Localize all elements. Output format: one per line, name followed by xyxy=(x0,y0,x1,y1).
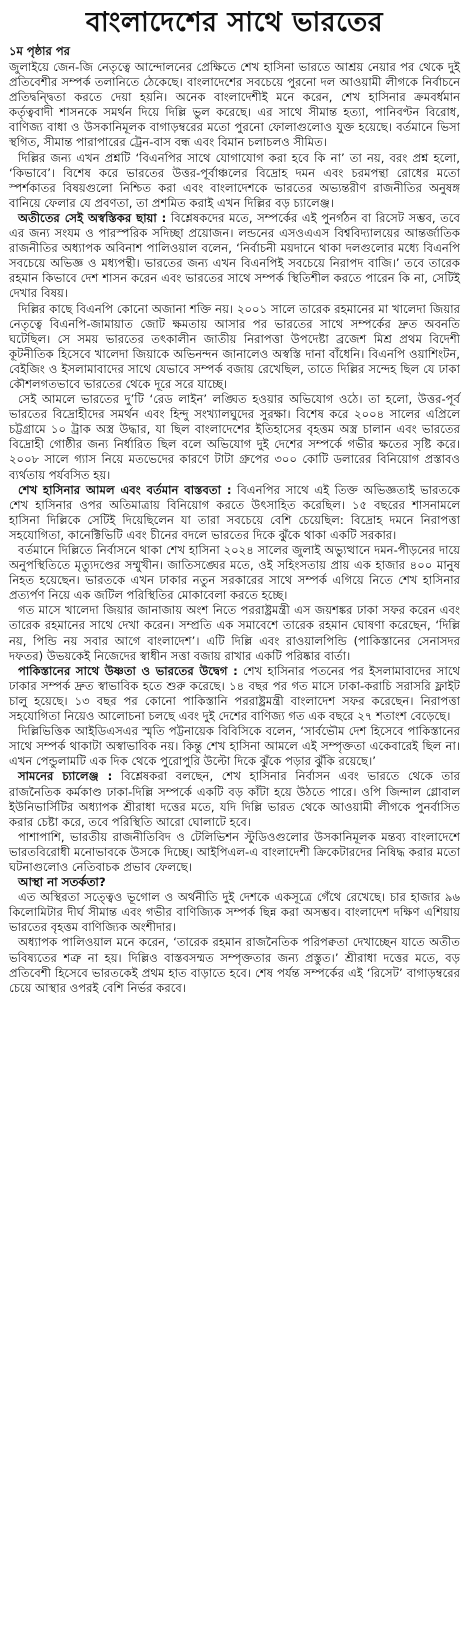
article-paragraph xyxy=(9,302,460,393)
article-paragraph xyxy=(9,935,460,995)
paragraph-text: অধ্যাপক পালিওয়াল মনে করেন, ‘তারেক রহমান রাজনৈতিক পরিপক্বতা দেখাচ্ছেন যাতে অতীত ভবিষ্যতের শত্রু না হয়। দিল্লিও বাস্তবসম্মত সম্পৃক্ততার জন্য প্রস্তুত।’ শ্রীরাধা দত্তের মতে, বড় প্রতিবেশী হিসেবে ভারতকেই প্রথম হাত বাড়াতে হবে। শেষ পর্যন্ত সম্পর্কের এই ‘রিসেট’ বাগাড়ম্বরের চেয়ে আস্থার ওপরই বেশি নির্ভর করবে। xyxy=(9,935,460,995)
paragraph-text: গত মাসে খালেদা জিয়ার জানাজায় অংশ নিতে পররাষ্ট্রমন্ত্রী এস জয়শঙ্কর ঢাকা সফর করেন এবং তারেক রহমানের সাথে দেখা করেন। সম্প্রতি এক সমাবেশে তারেক রহমান ঘোষণা করেছেন, ‘দিল্লি নয়, পিন্ডি নয় সবার আগে বাংলাদেশ’। এটি দিল্লি এবং রাওয়ালপিন্ডি (পাকিস্তানের সেনাসদর দফতর) উভয়কেই নিজেদের স্বাধীন সত্তা বজায় রাখার একটি পরিষ্কার বার্তা। xyxy=(9,603,460,663)
article-paragraph xyxy=(9,664,460,724)
section-subheading: সামনের চ্যালেঞ্জ : xyxy=(18,769,113,784)
paragraph-text: জুলাইয়ে জেন-জি নেতৃত্বে আন্দোলনের প্রেক্ষিতে শেখ হাসিনা ভারতে আশ্রয় নেয়ার পর থেকে দুই প্রতিবেশীর সম্পর্ক তলানিতে ঠেকেছে। বাংলাদেশের সবচেয়ে পুরনো দল আওয়ামী লীগকে নির্বাচনে প্রতিদ্বন্দ্বিতা করতে দেয়া হয়নি। অনেক বাংলাদেশীই মনে করেন, শেখ হাসিনার ক্রমবর্ধমান কর্তৃত্ববাদী শাসনকে সমর্থন দিয়ে দিল্লি ভুল করেছে। এর সাথে সীমান্ত হত্যা, পানিবণ্টন বিরোধ, বাণিজ্য বাধা ও উসকানিমূলক বাগাড়ম্বরের মতো পুরনো ফোলাগুলোও যুক্ত হয়েছে। বর্তমানে ভিসা স্থগিত, সীমান্ত পারাপারের ট্রেন-বাস বন্ধ এবং বিমান চলাচলও সীমিত। xyxy=(9,60,460,150)
section-subheading: অতীতের সেই অস্বস্তিকর ছায়া : xyxy=(18,210,167,225)
section-subheading: পাকিস্তানের সাথে উষ্ণতা ও ভারতের উদ্বেগ : xyxy=(18,663,238,678)
article-paragraph xyxy=(9,724,460,769)
article-paragraph xyxy=(9,211,460,302)
article-paragraph xyxy=(9,392,460,483)
continued-from-page-1: ১ম পৃষ্ঠার পর xyxy=(9,44,70,58)
article-paragraph xyxy=(9,151,460,211)
paragraph-text: এত অস্থিরতা সত্ত্বেও ভূগোল ও অর্থনীতি দুই দেশকে একসূত্রে গেঁথে রেখেছে। চার হাজার ৯৬ কিলোমিটার দীর্ঘ সীমান্ত এবং গভীর বাণিজ্যিক সম্পর্ক ছিন্ন করা অসম্ভব। বাংলাদেশ দক্ষিণ এশিয়ায় ভারতের বৃহত্তম বাণিজ্যিক অংশীদার। xyxy=(9,890,460,935)
paragraph-text: বিএনপির সাথে এই তিক্ত অভিজ্ঞতাই ভারতকে শেখ হাসিনার ওপর অতিমাত্রায় বিনিয়োগ করতে উৎসাহিত করেছিল। ১৫ বছরের শাসনামলে হাসিনা দিল্লিকে সেটিই দিয়েছিলেন যা তারা সবচেয়ে বেশি চেয়েছিল: বিদ্রোহ দমনে নিরাপত্তা সহযোগিতা, কানেক্টিভিটি এবং চীনের বদলে ভারতের দিকে ঝুঁকে থাকা একটি সরকার। xyxy=(9,482,460,542)
paragraph-text: সেই আমলে ভারতের দু’টি ‘রেড লাইন’ লঙ্ঘিত হওয়ার অভিযোগ ওঠে। তা হলো, উত্তর-পূর্ব ভারতের বিদ্রোহীদের সমর্থন এবং হিন্দু সংখ্যালঘুদের সুরক্ষা। বিশেষ করে ২০০৪ সালের এপ্রিলে চট্টগ্রামে ১০ ট্রাক অস্ত্র উদ্ধার, যা ছিল বাংলাদেশের ইতিহাসের বৃহত্তম অস্ত্র চালান এবং ভারতের বিদ্রোহী গোষ্ঠীর জন্য নির্ধারিত ছিল বলে অভিযোগ দুই দেশের সম্পর্কে গভীর ক্ষতের সৃষ্টি করে। ২০০৮ সালে গ্যাস নিয়ে মতভেদের কারণে টাটা গ্রুপের ৩০০ কোটি ডলারের বিনিয়োগ প্রস্তাবও ব্যর্থতায় পর্যবসিত হয়। xyxy=(9,392,460,482)
paragraph-text: দিল্লির কাছে বিএনপি কোনো অজানা শক্তি নয়। ২০০১ সালে তারেক রহমানের মা খালেদা জিয়ার নেতৃত্বে বিএনপি-জামায়াত জোট ক্ষমতায় আসার পর ভারতের সাথে সম্পর্কের দ্রুত অবনতি ঘটেছিল। সে সময় ভারতের তৎকালীন জাতীয় নিরাপত্তা উপদেষ্টা ব্রজেশ মিশ্র প্রথম বিদেশী কূটনীতিক হিসেবে খালেদা জিয়াকে অভিনন্দন জানালেও অস্বস্তি দানা বাঁধেনি। বিএনপি ওয়াশিংটন, বেইজিং ও ইসলামাবাদের সাথে যেভাবে সম্পর্ক বজায় রেখেছিল, তাতে দিল্লির সন্দেহ ছিল যে ঢাকা কৌশলগতভাবে ভারতের থেকে দূরে সরে যাচ্ছে। xyxy=(9,301,460,391)
article-paragraph xyxy=(9,769,460,829)
paragraph-text: দিল্লিভিত্তিক আইডিএসএর স্মৃতি পট্টনায়েক বিবিসিকে বলেন, ‘সার্বভৌম দেশ হিসেবে পাকিস্তানের সাথে সম্পর্ক থাকাটা অস্বাভাবিক নয়। কিন্তু শেখ হাসিনা আমলে এই সম্পৃক্ততা একেবারেই ছিল না। এখন পেন্ডুলামটি এক দিক থেকে পুরোপুরি উল্টো দিকে ঝুঁকে পড়ার ঝুঁকি রয়েছে।’ xyxy=(9,724,460,769)
article-paragraph xyxy=(9,830,460,875)
paragraph-text: পাশাপাশি, ভারতীয় রাজনীতিবিদ ও টেলিভিশন স্টুডিওগুলোর উসকানিমূলক মন্তব্য বাংলাদেশে ভারতবিরোধী মনোভাবকে উসকে দিচ্ছে। আইপিএল-এ বাংলাদেশী ক্রিকেটারদের নিষিদ্ধ করার মতো ঘটনাগুলোও নেতিবাচক প্রভাব ফেলছে। xyxy=(9,829,460,874)
paragraph-text: শেখ হাসিনার পতনের পর ইসলামাবাদের সাথে ঢাকার সম্পর্ক দ্রুত স্বাভাবিক হতে শুরু করেছে। ১৪ বছর পর গত মাসে ঢাকা-করাচি সরাসরি ফ্লাইট চালু হয়েছে। ১৩ বছর পর কোনো পাকিস্তানি পররাষ্ট্রমন্ত্রী বাংলাদেশ সফর করেছেন। নিরাপত্তা সহযোগিতা নিয়েও আলোচনা চলছে এবং দুই দেশের বাণিজ্য গত এক বছরে ২৭ শতাংশ বেড়েছে। xyxy=(9,663,460,724)
article-paragraph xyxy=(9,890,460,935)
paragraph-text: বর্তমানে দিল্লিতে নির্বাসনে থাকা শেখ হাসিনা ২০২৪ সালের জুলাই অভ্যুত্থানে দমন-পীড়নের দায়ে অনুপস্থিতিতে মৃত্যুদণ্ডের সম্মুখীন। জাতিসঙ্ঘের মতে, ওই সহিংসতায় প্রায় এক হাজার ৪০০ মানুষ নিহত হয়েছেন। ভারতকে এখন ঢাকার নতুন সরকারের সাথে সম্পর্ক এগিয়ে নিতে শেখ হাসিনার প্রত্যর্পণ নিয়ে এক জটিল পরিস্থিতির মোকাবেলা করতে হচ্ছে। xyxy=(9,543,460,603)
paragraph-text: বিশ্লেষকদের মতে, সম্পর্কের এই পুনর্গঠন বা রিসেট সম্ভব, তবে এর জন্য সংযম ও পারস্পরিক সদিচ্ছা প্রয়োজন। লন্ডনের এসওএএস বিশ্ববিদ্যালয়ের আন্তর্জাতিক রাজনীতির অধ্যাপক অবিনাশ পালিওয়াল বলেন, ‘নির্বাচনী ময়দানে থাকা দলগুলোর মধ্যে বিএনপি সবচেয়ে অভিজ্ঞ ও মধ্যপন্থী। ভারতের জন্য এখন বিএনপিই সবচেয়ে নিরাপদ বাজি।’ তবে তারেক রহমান কিভাবে দেশ শাসন করেন এবং ভারতের সাথে সম্পর্ক স্থিতিশীল করতে পারেন কি না, সেটিই দেখার বিষয়। xyxy=(9,210,460,301)
article-headline: বাংলাদেশের সাথে ভারতের xyxy=(85,7,384,38)
paragraph-text: বিশ্লেষকরা বলছেন, শেখ হাসিনার নির্বাসন এবং ভারতে থেকে তার রাজনৈতিক কর্মকাণ্ড ঢাকা-দিল্লি সম্পর্কে একটি বড় কাঁটা হয়ে উঠতে পারে। ওপি জিন্দাল গ্লোবাল ইউনিভার্সিটির অধ্যাপক শ্রীরাধা দত্তের মতে, যদি দিল্লি ভারত থেকে আওয়ামী লীগকে পুনর্বাসিত করার চেষ্টা করে, তবে পরিস্থিতি আরো ঘোলাটে হবে। xyxy=(9,769,461,829)
paragraph-text: দিল্লির জন্য এখন প্রশ্নটি ‘বিএনপির সাথে যোগাযোগ করা হবে কি না’ তা নয়, বরং প্রশ্ন হলো, ‘কিভাবে’। বিশেষ করে ভারতের উত্তর-পূর্বাঞ্চলের বিদ্রোহ দমন এবং চরমপন্থা রোধের মতো স্পর্শকাতর বিষয়গুলো নিশ্চিত করা এবং বাংলাদেশকে ভারতের অভ্যন্তরীণ রাজনীতির অনুষঙ্গ বানিয়ে ফেলার যে প্রবণতা, তা প্রশমিত করাই এখন দিল্লির বড় চ্যালেঞ্জ। xyxy=(9,150,460,210)
article-paragraph xyxy=(9,603,460,663)
article-paragraph xyxy=(9,543,460,603)
article-paragraph xyxy=(9,60,460,151)
article-paragraph xyxy=(9,483,460,543)
article-body xyxy=(9,60,460,996)
section-subheading: শেখ হাসিনার আমল এবং বর্তমান বাস্তবতা : xyxy=(18,482,232,497)
section-subheading: আস্থা না সতর্কতা? xyxy=(18,875,106,890)
